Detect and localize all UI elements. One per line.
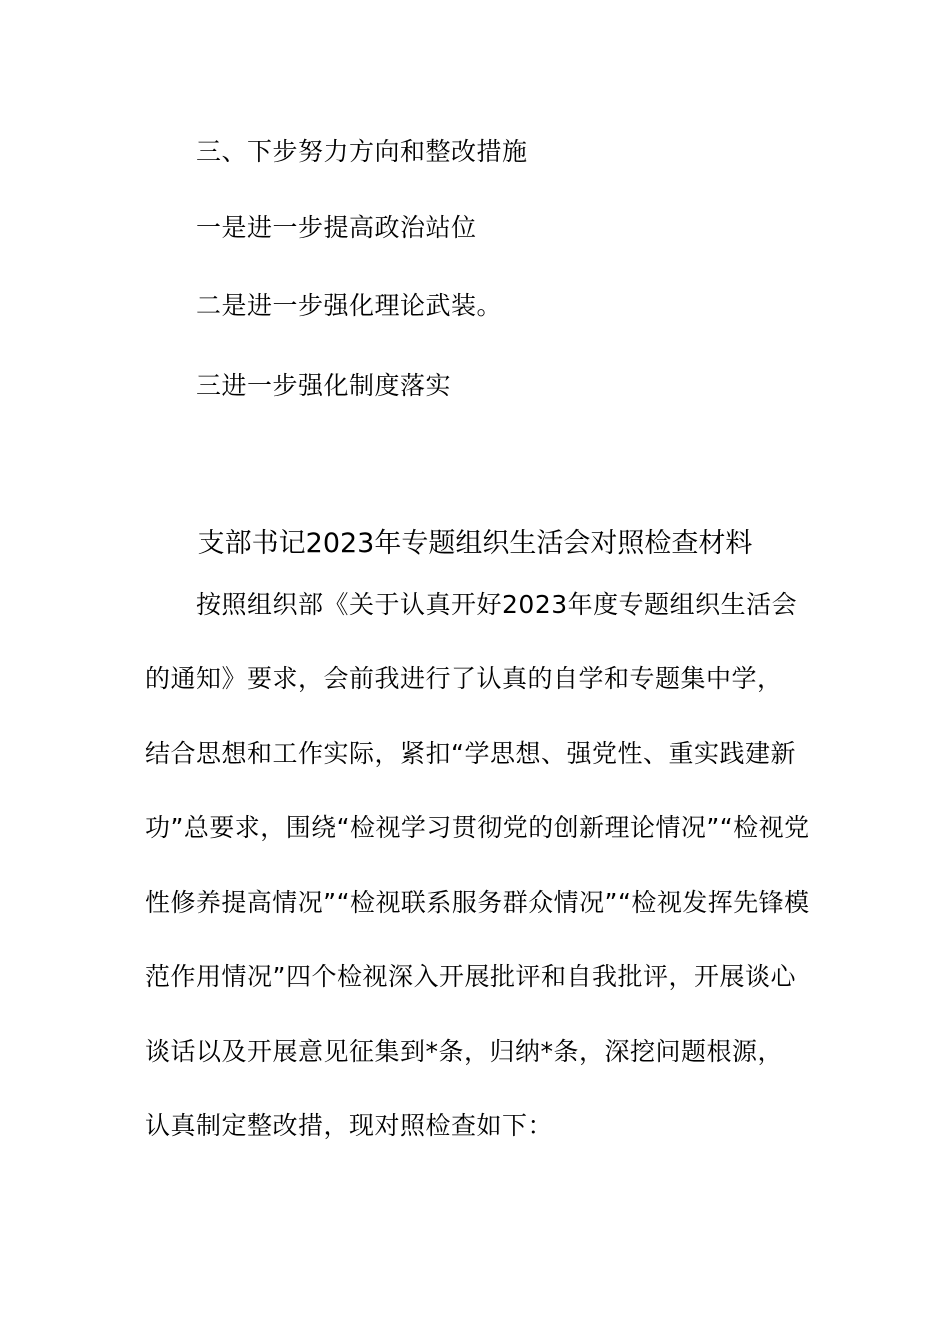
paragraph-line: 认真制定整改措，现对照检查如下： <box>145 1111 554 1140</box>
measure-item: 一是进一步提高政治站位 <box>196 213 477 242</box>
paragraph-line: 功”总要求，围绕“检视学习贯彻党的创新理论情况”“检视党 <box>145 813 810 842</box>
paragraph-line: 的通知》要求，会前我进行了认真的自学和专题集中学， <box>145 664 783 693</box>
measure-item: 二是进一步强化理论武装。 <box>196 291 503 320</box>
measure-item: 三进一步强化制度落实 <box>196 371 452 400</box>
paragraph-line: 结合思想和工作实际，紧扣“学思想、强党性、重实践建新 <box>145 739 796 768</box>
paragraph-line: 范作用情况”四个检视深入开展批评和自我批评，开展谈心 <box>145 962 796 991</box>
section-heading: 三、下步努力方向和整改措施 <box>196 137 528 166</box>
paragraph-line: 按照组织部《关于认真开好2023年度专题组织生活会 <box>196 590 798 619</box>
document-title: 支部书记2023年专题组织生活会对照检查材料 <box>197 528 753 559</box>
paragraph-line: 谈话以及开展意见征集到*条，归纳*条，深挖问题根源， <box>145 1037 784 1066</box>
paragraph-line: 性修养提高情况”“检视联系服务群众情况”“检视发挥先锋模 <box>145 888 810 917</box>
